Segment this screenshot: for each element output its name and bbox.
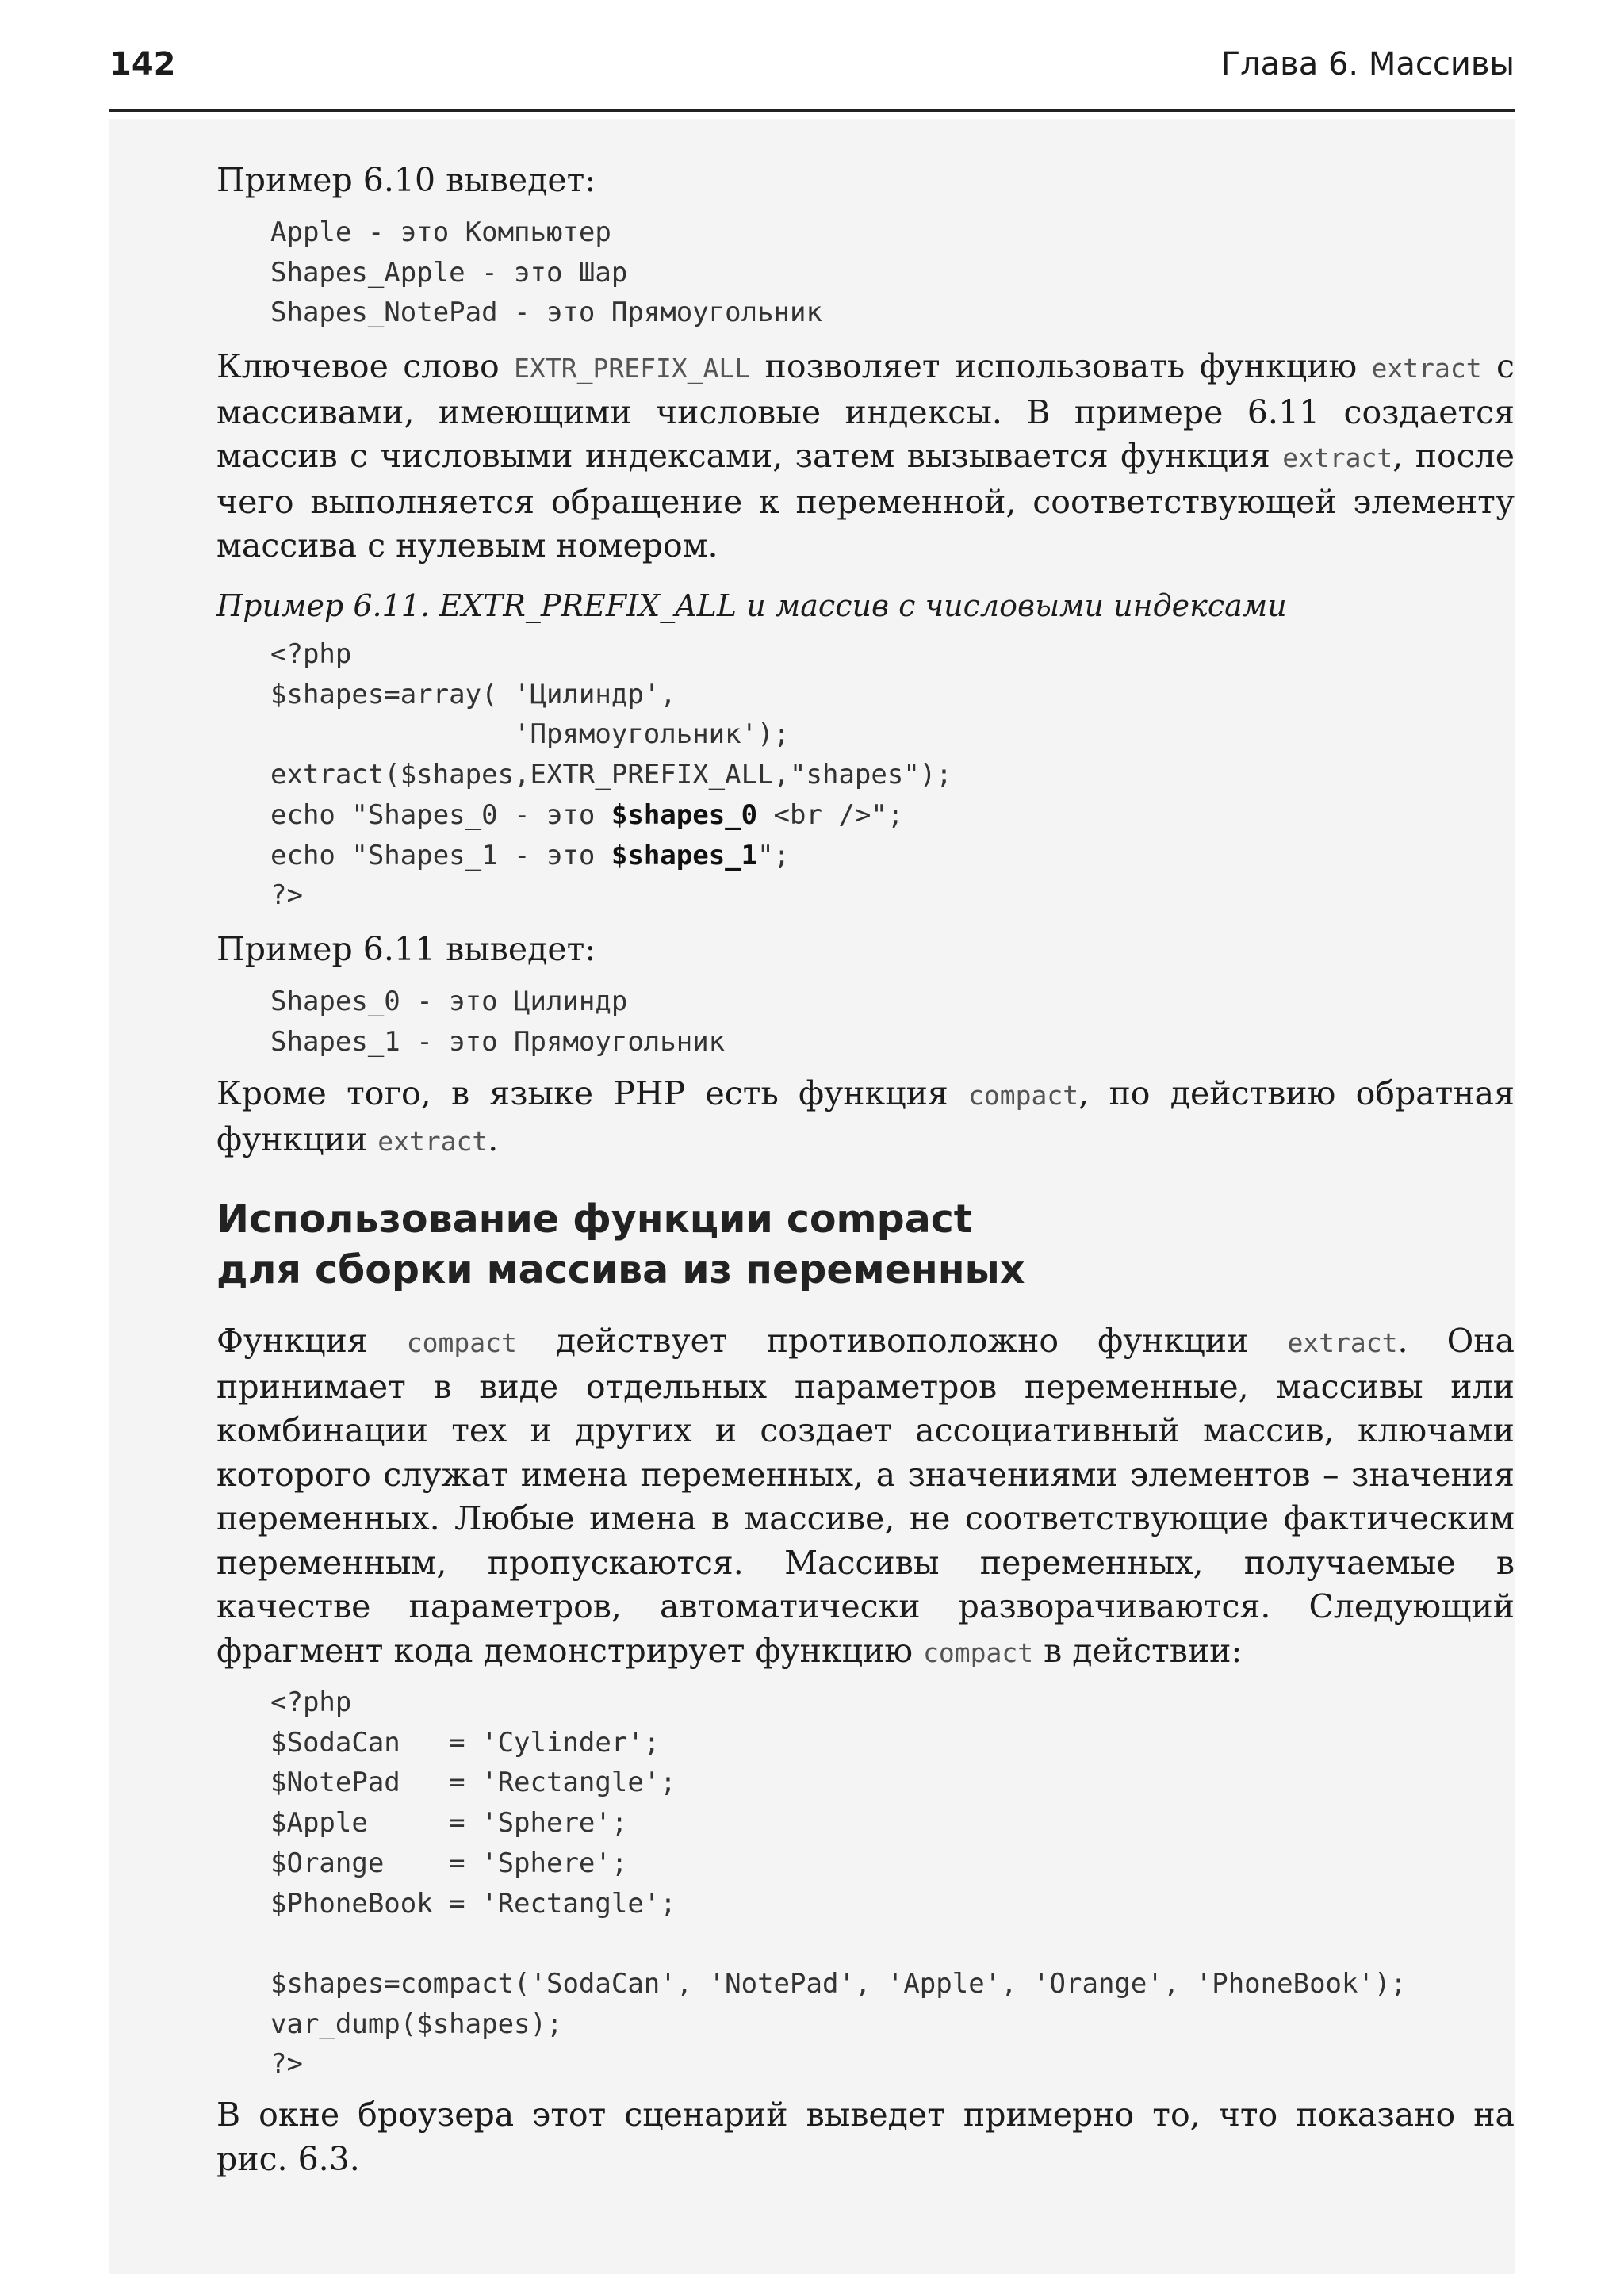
paragraph-figure-reference: В окне броузера этот сценарий выведет примерно то, что показано на рис. 6.3. xyxy=(216,2096,1515,2178)
paragraph-compact-description: Функция compact действует противоположно функции extract. Она принимает в виде отдельных параметров переменные, массивы или комбинации тех и других и создает ассоциативный массив, ключами которого служат имена переменных, а значениями элементов – значения переменных. Любые имена в массиве, не соответствующие фактическим переменным, пропускаются. Массивы переменных, получаемые в качестве параметров, автоматически разворачиваются. Следующий фрагмент кода демонстрирует функцию compact в действии: xyxy=(216,1322,1515,1670)
code-line: Shapes_0 - это Цилиндр xyxy=(270,986,628,1017)
code-line: $PhoneBook = 'Rectangle'; xyxy=(270,1887,676,1920)
section-heading: Использование функции compact для сборки массива из переменных xyxy=(216,1196,1025,1292)
code-line: 'Прямоугольник'); xyxy=(270,718,791,751)
inline-code: extract xyxy=(1287,1327,1398,1358)
output-block-6-10 xyxy=(270,212,822,333)
code-line: $SodaCan = 'Cylinder'; xyxy=(270,1726,661,1759)
paragraph-extr-prefix-all: Ключевое слово EXTR_PREFIX_ALL позволяет использовать функцию extract с массивами, имеющими числовые индексы. В примере 6.11 создается массив с числовыми индексами, затем вызывается функция extract, после чего выполняется обращение к переменной, соответствующей элементу массива с нулевым номером. xyxy=(216,347,1515,565)
page-number: 142 xyxy=(109,46,176,82)
code-line: extract($shapes,EXTR_PREFIX_ALL,"shapes"); xyxy=(270,759,952,791)
page-header xyxy=(109,46,1515,112)
code-line: var_dump($shapes); xyxy=(270,2008,563,2040)
output-label-6-11: Пример 6.11 выведет: xyxy=(216,930,596,968)
code-line: $NotePad = 'Rectangle'; xyxy=(270,1767,676,1799)
code-line: ?> xyxy=(270,879,303,912)
code-line: Apple - это Компьютер xyxy=(270,216,611,248)
inline-code: compact xyxy=(923,1637,1034,1668)
code-line: $shapes=compact('SodaCan', 'NotePad', 'Apple', 'Orange', 'PhoneBook'); xyxy=(270,1967,1407,2000)
code-line: Shapes_NotePad - это Прямоугольник xyxy=(270,297,822,329)
code-block-6-11 xyxy=(270,634,952,916)
code-line: ?> xyxy=(270,2048,303,2081)
code-line: echo "Shapes_0 - это $shapes_0 <br />"; xyxy=(270,798,904,831)
output-block-6-11 xyxy=(270,982,725,1062)
code-line: echo "Shapes_1 - это $shapes_1"; xyxy=(270,839,791,871)
code-line: <?php xyxy=(270,638,352,670)
inline-code: extract xyxy=(377,1125,488,1157)
inline-code: extract xyxy=(1371,353,1482,384)
code-line: Shapes_Apple - это Шар xyxy=(270,256,628,289)
code-variable: $shapes_0 xyxy=(611,798,758,831)
code-line: $shapes=array( 'Цилиндр', xyxy=(270,678,676,710)
code-line: Shapes_1 - это Прямоугольник xyxy=(270,1025,726,1058)
chapter-title: Глава 6. Массивы xyxy=(1220,46,1515,82)
paragraph-compact-intro: Кроме того, в языке PHP есть функция compact, по действию обратная функции extract. xyxy=(216,1074,1515,1158)
output-label-6-10: Пример 6.10 выведет: xyxy=(216,161,596,199)
code-line: $Orange = 'Sphere'; xyxy=(270,1847,628,1879)
inline-code: compact xyxy=(968,1080,1079,1111)
inline-code: EXTR_PREFIX_ALL xyxy=(514,353,751,384)
code-block-compact xyxy=(270,1683,1407,2084)
inline-code: extract xyxy=(1282,442,1393,473)
code-line: $Apple = 'Sphere'; xyxy=(270,1807,628,1839)
code-line: <?php xyxy=(270,1686,352,1718)
inline-code: compact xyxy=(406,1327,517,1358)
code-variable: $shapes_1 xyxy=(611,839,758,871)
example-caption-6-11: Пример 6.11. EXTR_PREFIX_ALL и массив с числовыми индексами xyxy=(216,588,1287,623)
